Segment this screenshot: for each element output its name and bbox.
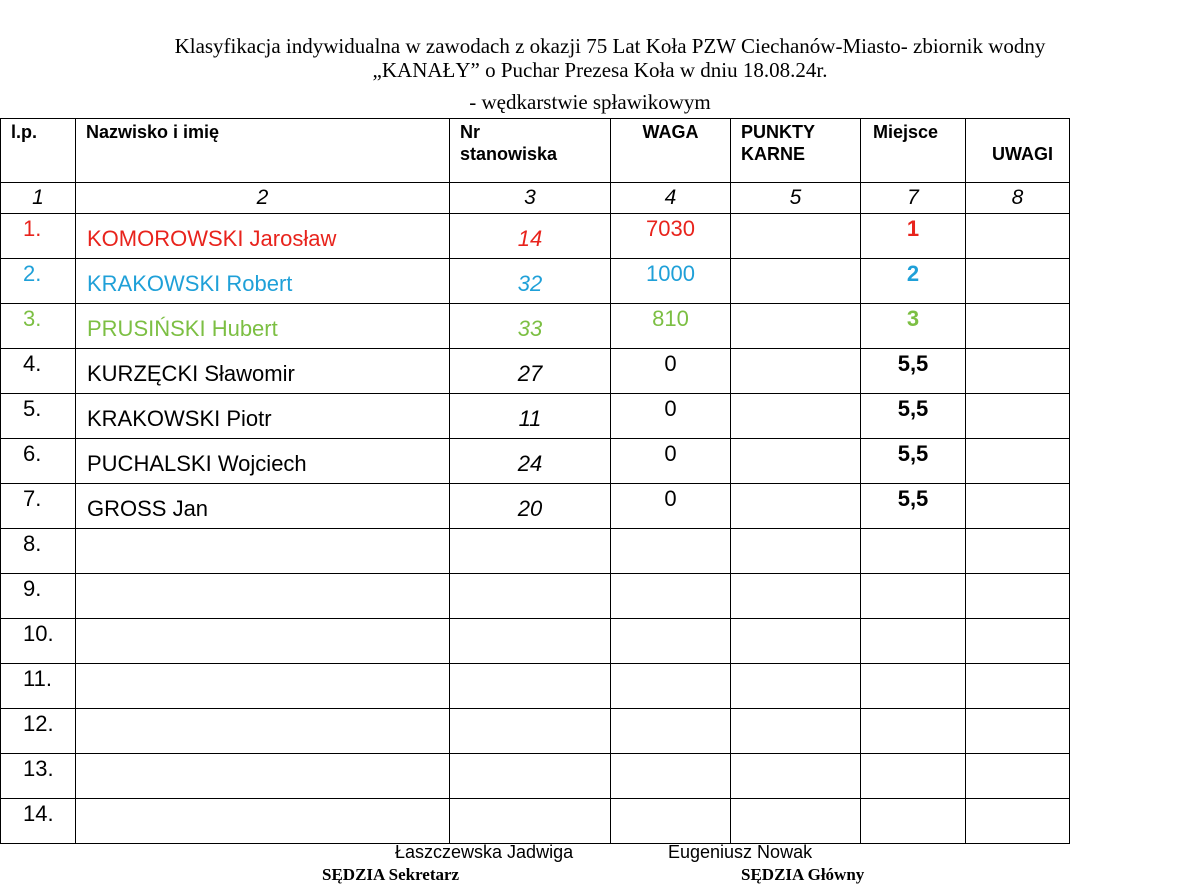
- miejsce-cell: [861, 754, 966, 799]
- uwagi-cell: [966, 214, 1070, 259]
- table-row: [1, 529, 1070, 574]
- miejsce-cell: 2: [861, 259, 966, 304]
- table-row: [1, 439, 1070, 484]
- waga-cell: 0: [611, 349, 731, 394]
- uwagi-cell: [966, 529, 1070, 574]
- punkty-karne-cell: [731, 304, 861, 349]
- name-cell: GROSS Jan: [76, 484, 450, 529]
- table-row: [1, 619, 1070, 664]
- header-waga: WAGA: [611, 119, 731, 183]
- secretary-role: SĘDZIA Sekretarz: [322, 865, 460, 884]
- column-numbers-row: [1, 183, 1070, 214]
- stanowisko-cell: [450, 799, 611, 844]
- stanowisko-cell: 20: [450, 484, 611, 529]
- table-row: [1, 259, 1070, 304]
- header-lp: l.p.: [1, 119, 76, 183]
- punkty-karne-cell: [731, 754, 861, 799]
- miejsce-cell: 5,5: [861, 349, 966, 394]
- header-stanowisko: Nr stanowiska: [450, 119, 611, 183]
- waga-cell: [611, 619, 731, 664]
- column-number: 5: [731, 183, 861, 214]
- classification-table: [0, 118, 1070, 844]
- stanowisko-cell: 33: [450, 304, 611, 349]
- stanowisko-cell: [450, 664, 611, 709]
- waga-cell: 0: [611, 394, 731, 439]
- name-cell: KRAKOWSKI Robert: [76, 259, 450, 304]
- name-cell: KURZĘCKI Sławomir: [76, 349, 450, 394]
- lp-cell: 11.: [1, 664, 76, 709]
- miejsce-cell: [861, 574, 966, 619]
- miejsce-cell: 5,5: [861, 394, 966, 439]
- column-number: 1: [1, 183, 76, 214]
- waga-cell: [611, 709, 731, 754]
- name-cell: [76, 574, 450, 619]
- punkty-karne-cell: [731, 394, 861, 439]
- waga-cell: 7030: [611, 214, 731, 259]
- uwagi-cell: [966, 664, 1070, 709]
- name-cell: [76, 709, 450, 754]
- stanowisko-cell: [450, 619, 611, 664]
- name-cell: [76, 754, 450, 799]
- miejsce-cell: 5,5: [861, 439, 966, 484]
- punkty-karne-cell: [731, 619, 861, 664]
- document-title-line3: - wędkarstwie spławikowym: [469, 90, 711, 114]
- waga-cell: [611, 664, 731, 709]
- punkty-karne-cell: [731, 484, 861, 529]
- column-number: 8: [966, 183, 1070, 214]
- stanowisko-cell: 11: [450, 394, 611, 439]
- stanowisko-cell: [450, 709, 611, 754]
- punkty-karne-cell: [731, 439, 861, 484]
- lp-cell: 14.: [1, 799, 76, 844]
- table-row: [1, 214, 1070, 259]
- header-miejsce: Miejsce: [861, 119, 966, 183]
- miejsce-cell: 3: [861, 304, 966, 349]
- column-number: 7: [861, 183, 966, 214]
- table-row: [1, 799, 1070, 844]
- waga-cell: 0: [611, 484, 731, 529]
- lp-cell: 3.: [1, 304, 76, 349]
- stanowisko-cell: [450, 529, 611, 574]
- waga-cell: [611, 529, 731, 574]
- table-header-row: [1, 119, 1070, 183]
- miejsce-cell: [861, 619, 966, 664]
- lp-cell: 5.: [1, 394, 76, 439]
- chief-judge-name: Eugeniusz Nowak: [668, 842, 813, 862]
- punkty-karne-cell: [731, 664, 861, 709]
- uwagi-cell: [966, 709, 1070, 754]
- lp-cell: 8.: [1, 529, 76, 574]
- secretary-name: Łaszczewska Jadwiga: [395, 842, 574, 862]
- waga-cell: [611, 574, 731, 619]
- punkty-karne-cell: [731, 574, 861, 619]
- table-row: [1, 349, 1070, 394]
- punkty-karne-cell: [731, 709, 861, 754]
- uwagi-cell: [966, 619, 1070, 664]
- uwagi-cell: [966, 349, 1070, 394]
- lp-cell: 2.: [1, 259, 76, 304]
- name-cell: [76, 664, 450, 709]
- header-name: Nazwisko i imię: [76, 119, 450, 183]
- stanowisko-cell: [450, 574, 611, 619]
- waga-cell: [611, 754, 731, 799]
- stanowisko-cell: 32: [450, 259, 611, 304]
- name-cell: [76, 799, 450, 844]
- miejsce-cell: [861, 799, 966, 844]
- chief-judge-role: SĘDZIA Główny: [741, 865, 865, 884]
- header-uwagi: UWAGI: [966, 119, 1070, 183]
- table-row: [1, 709, 1070, 754]
- table-row: [1, 664, 1070, 709]
- lp-cell: 7.: [1, 484, 76, 529]
- document-title-line1: Klasyfikacja indywidualna w zawodach z okazji 75 Lat Koła PZW Ciechanów-Miasto- zbiornik wodny: [174, 34, 1046, 58]
- uwagi-cell: [966, 799, 1070, 844]
- uwagi-cell: [966, 574, 1070, 619]
- stanowisko-cell: 14: [450, 214, 611, 259]
- table-row: [1, 304, 1070, 349]
- miejsce-cell: 1: [861, 214, 966, 259]
- uwagi-cell: [966, 304, 1070, 349]
- miejsce-cell: [861, 529, 966, 574]
- document-title-line2: „KANAŁY” o Puchar Prezesa Koła w dniu 18.08.24r.: [372, 58, 828, 82]
- stanowisko-cell: 27: [450, 349, 611, 394]
- punkty-karne-cell: [731, 214, 861, 259]
- column-number: 3: [450, 183, 611, 214]
- name-cell: [76, 529, 450, 574]
- miejsce-cell: 5,5: [861, 484, 966, 529]
- table-row: [1, 754, 1070, 799]
- column-number: 2: [76, 183, 450, 214]
- table-row: [1, 484, 1070, 529]
- header-punkty-karne: PUNKTY KARNE: [731, 119, 861, 183]
- lp-cell: 13.: [1, 754, 76, 799]
- waga-cell: 810: [611, 304, 731, 349]
- name-cell: PUCHALSKI Wojciech: [76, 439, 450, 484]
- uwagi-cell: [966, 439, 1070, 484]
- lp-cell: 12.: [1, 709, 76, 754]
- lp-cell: 4.: [1, 349, 76, 394]
- name-cell: KOMOROWSKI Jarosław: [76, 214, 450, 259]
- lp-cell: 6.: [1, 439, 76, 484]
- miejsce-cell: [861, 709, 966, 754]
- waga-cell: [611, 799, 731, 844]
- uwagi-cell: [966, 484, 1070, 529]
- stanowisko-cell: 24: [450, 439, 611, 484]
- punkty-karne-cell: [731, 259, 861, 304]
- name-cell: KRAKOWSKI Piotr: [76, 394, 450, 439]
- miejsce-cell: [861, 664, 966, 709]
- table-row: [1, 574, 1070, 619]
- lp-cell: 1.: [1, 214, 76, 259]
- waga-cell: 1000: [611, 259, 731, 304]
- lp-cell: 10.: [1, 619, 76, 664]
- stanowisko-cell: [450, 754, 611, 799]
- uwagi-cell: [966, 259, 1070, 304]
- name-cell: PRUSIŃSKI Hubert: [76, 304, 450, 349]
- uwagi-cell: [966, 754, 1070, 799]
- punkty-karne-cell: [731, 799, 861, 844]
- column-number: 4: [611, 183, 731, 214]
- punkty-karne-cell: [731, 349, 861, 394]
- table-row: [1, 394, 1070, 439]
- uwagi-cell: [966, 394, 1070, 439]
- waga-cell: 0: [611, 439, 731, 484]
- name-cell: [76, 619, 450, 664]
- punkty-karne-cell: [731, 529, 861, 574]
- lp-cell: 9.: [1, 574, 76, 619]
